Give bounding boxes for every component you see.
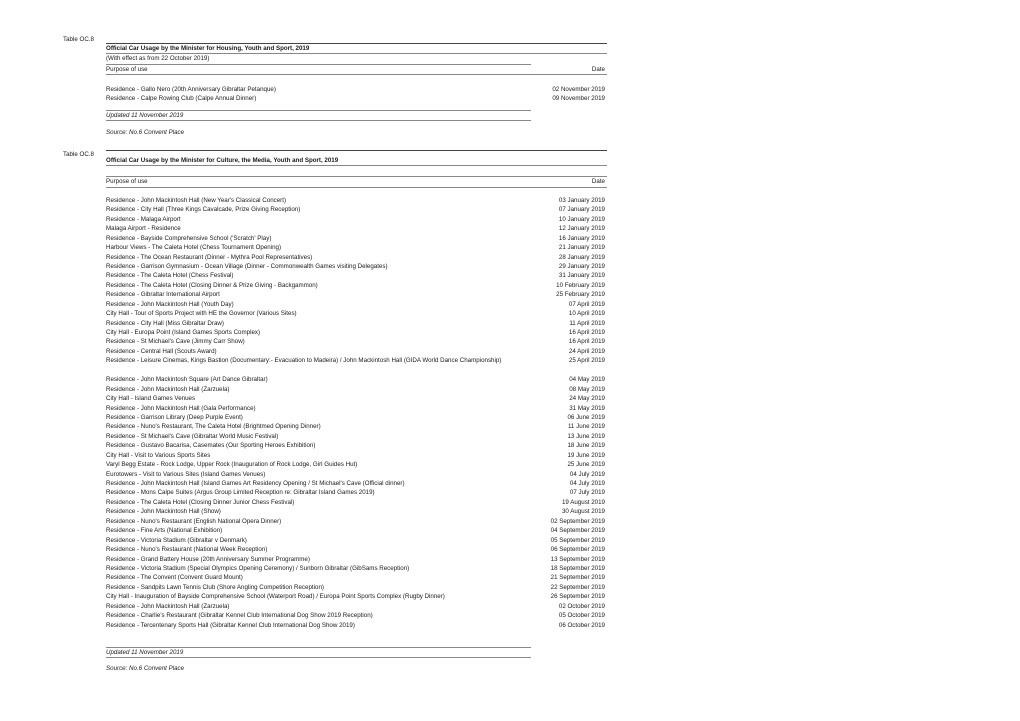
table-housing <box>106 43 607 138</box>
source-note: Source: No.6 Convent Place <box>106 129 185 137</box>
table-row <box>106 517 607 526</box>
purpose-cell: Residence - The Caleta Hotel (Closing Dinner & Prize Giving - Backgammon) <box>106 281 318 289</box>
purpose-cell: Residence - John Mackintosh Hall (Zarzuela) <box>106 385 230 393</box>
purpose-cell: City Hall - Visit to Various Sports Sites <box>106 451 211 459</box>
date-cell: 13 June 2019 <box>567 432 605 440</box>
date-cell: 12 January 2019 <box>558 225 605 233</box>
table-row <box>106 205 607 214</box>
col-date: Date <box>591 178 605 186</box>
table-row <box>106 328 607 337</box>
table-row <box>106 243 607 252</box>
date-cell: 04 September 2019 <box>550 527 605 535</box>
date-cell: 16 April 2019 <box>568 338 605 346</box>
date-cell: 04 July 2019 <box>569 470 605 478</box>
date-cell: 06 September 2019 <box>550 546 605 554</box>
col-purpose: Purpose of use <box>106 65 148 73</box>
purpose-cell: Residence - Charlie's Restaurant (Gibraltar Kennel Club International Dog Show 2019 Reception) <box>106 612 373 620</box>
date-cell: 16 January 2019 <box>558 234 605 242</box>
table-row <box>106 347 607 356</box>
table-row <box>106 498 607 507</box>
date-cell: 06 June 2019 <box>567 413 605 421</box>
date-cell: 02 October 2019 <box>558 602 605 610</box>
table-row <box>106 555 607 564</box>
date-cell: 19 June 2019 <box>567 451 605 459</box>
purpose-cell: Residence - Garrison Library (Deep Purple Event) <box>106 413 243 421</box>
table-culture <box>106 150 607 674</box>
date-cell: 24 May 2019 <box>569 395 605 403</box>
table-row <box>106 413 607 422</box>
purpose-cell: Harbour Views - The Caleta Hotel (Chess Tournament Opening) <box>106 244 282 252</box>
table-row <box>106 488 607 497</box>
table-row <box>106 281 607 290</box>
purpose-cell: Residence - Nuno's Restaurant (English National Opera Dinner) <box>106 517 282 525</box>
table-row <box>106 215 607 224</box>
date-cell: 25 February 2019 <box>556 291 605 299</box>
date-cell: 10 April 2019 <box>568 310 605 318</box>
purpose-cell: Residence - St Michael's Cave (Jimmy Carr Show) <box>106 338 245 346</box>
date-cell: 07 January 2019 <box>558 206 605 214</box>
date-cell: 13 September 2019 <box>550 555 605 563</box>
table-row <box>106 234 607 243</box>
table-row <box>106 290 607 299</box>
purpose-cell: Residence - The Ocean Restaurant (Dinner - Mythra Pool Representatives) <box>106 253 313 261</box>
table-row <box>106 621 607 630</box>
top-rule <box>106 150 607 151</box>
date-cell: 16 April 2019 <box>568 329 605 336</box>
date-cell: 05 October 2019 <box>558 612 605 620</box>
purpose-cell: Malaga Airport - Residence <box>106 225 181 233</box>
date-cell: 31 May 2019 <box>569 404 605 412</box>
purpose-cell: Residence - Central Hall (Scouts Award) <box>106 347 217 355</box>
purpose-cell: Residence - Calpe Rowing Club (Calpe Annual Dinner) <box>106 95 257 103</box>
purpose-cell: Residence - The Convent (Convent Guard Mount) <box>106 574 243 582</box>
purpose-cell: Residence - Gibraltar International Airport <box>106 291 220 299</box>
table-row <box>106 271 607 280</box>
table-row <box>106 470 607 479</box>
table-row <box>106 300 607 309</box>
table-row <box>106 432 607 441</box>
purpose-cell: Varyl Begg Estate - Rock Lodge, Upper Rock (Inauguration of Rock Lodge, Girl Guides Hut) <box>106 461 358 469</box>
table-row <box>106 611 607 620</box>
date-cell: 18 June 2019 <box>567 442 605 450</box>
date-cell: 11 April 2019 <box>569 319 605 327</box>
table-row <box>106 507 607 516</box>
purpose-cell: Residence - Victoria Stadium (Special Olympics Opening Ceremony) / Sunborn Gibraltar (GibSams Reception) <box>106 564 410 572</box>
table-label: Table OC.8 <box>63 151 94 158</box>
table-row <box>106 196 607 205</box>
table-body <box>106 375 607 630</box>
table-row <box>106 262 607 271</box>
date-cell: 25 June 2019 <box>567 461 605 469</box>
date-cell: 29 January 2019 <box>558 262 605 270</box>
table-row <box>106 253 607 262</box>
table-row <box>106 319 607 328</box>
table-row <box>106 404 607 413</box>
date-cell: 21 January 2019 <box>558 244 605 252</box>
purpose-cell: Residence - Leisure Cinemas, Kings Bastion (Documentary:- Evacuation to Madeira) / John Mackintosh Hall (GIDA World Dance Championship) <box>106 357 502 365</box>
purpose-cell: Residence - Tercentenary Sports Hall (Gibraltar Kennel Club International Dog Show 2019) <box>106 621 355 629</box>
date-cell: 06 October 2019 <box>558 621 605 629</box>
table-row <box>106 422 607 431</box>
purpose-cell: Residence - The Caleta Hotel (Chess Festival) <box>106 272 234 280</box>
purpose-cell: Residence - Garrison Gymnasium - Ocean Village (Dinner - Commonwealth Games visiting Delegates) <box>106 262 388 270</box>
purpose-cell: Residence - Gustavo Bacarisa, Casemates (Our Sporting Heroes Exhibition) <box>106 442 316 450</box>
col-date: Date <box>591 65 605 73</box>
col-purpose: Purpose of use <box>106 178 148 186</box>
purpose-cell: City Hall - Europa Point (Island Games Sports Complex) <box>106 329 261 336</box>
date-cell: 26 September 2019 <box>550 593 605 601</box>
date-cell: 07 July 2019 <box>569 489 605 497</box>
table-row <box>106 441 607 450</box>
source-note: Source: No.6 Convent Place <box>106 665 185 673</box>
table-title: Official Car Usage by the Minister for Housing, Youth and Sport, 2019 <box>106 44 607 54</box>
table-row <box>106 394 607 403</box>
table-row <box>106 375 607 384</box>
updated-note: Updated 11 November 2019 <box>106 647 531 658</box>
table-row <box>106 309 607 318</box>
table-row <box>106 94 607 103</box>
table-title: Official Car Usage by the Minister for Culture, the Media, Youth and Sport, 2019 <box>106 156 607 166</box>
table-row <box>106 479 607 488</box>
date-cell: 09 November 2019 <box>552 95 605 103</box>
header-row <box>106 65 607 75</box>
table-row <box>106 526 607 535</box>
purpose-cell: City Hall - Island Games Venues <box>106 395 196 403</box>
table-row <box>106 545 607 554</box>
date-cell: 22 September 2019 <box>550 583 605 591</box>
date-cell: 07 April 2019 <box>568 300 605 308</box>
purpose-cell: Residence - St Michael's Cave (Gibraltar World Music Festival) <box>106 432 279 440</box>
table-row <box>106 385 607 394</box>
date-cell: 04 July 2019 <box>569 480 605 487</box>
purpose-cell: Residence - City Hall (Three Kings Cavalcade, Prize Giving Reception) <box>106 206 301 214</box>
date-cell: 03 January 2019 <box>558 196 605 204</box>
table-body <box>106 85 607 104</box>
table-row <box>106 592 607 601</box>
date-cell: 28 January 2019 <box>558 253 605 261</box>
purpose-cell: Residence - John Mackintosh Hall (New Year's Classical Concert) <box>106 196 287 204</box>
table-row <box>106 337 607 346</box>
purpose-cell: Eurotowers - Visit to Various Sites (Island Games Venues) <box>106 470 266 478</box>
purpose-cell: Residence - John Mackintosh Hall (Gala Performance) <box>106 404 256 412</box>
date-cell: 21 September 2019 <box>550 574 605 582</box>
purpose-cell: Residence - Sandpits Lawn Tennis Club (Shore Angling Competition Reception) <box>106 583 324 591</box>
table-row <box>106 224 607 233</box>
date-cell: 05 September 2019 <box>550 536 605 544</box>
table-row <box>106 460 607 469</box>
purpose-cell: Residence - Nuno's Restaurant, The Caleta Hotel (Brightmed Opening Dinner) <box>106 423 321 431</box>
table-row <box>106 536 607 545</box>
purpose-cell: Residence - Fine Arts (National Exhibition) <box>106 527 223 535</box>
table-row <box>106 602 607 611</box>
purpose-cell: City Hall - Tour of Sports Project with HE the Governor (Various Sites) <box>106 310 297 318</box>
purpose-cell: Residence - The Caleta Hotel (Closing Dinner Junior Chess Festival) <box>106 498 295 506</box>
date-cell: 19 August 2019 <box>561 498 605 506</box>
date-cell: 08 May 2019 <box>569 385 605 393</box>
purpose-cell: Residence - Grand Battery House (20th Anniversary Summer Programme) <box>106 555 310 563</box>
purpose-cell: Residence - John Mackintosh Hall (Island Games Art Residency Opening / St Michael's Cave (Official dinner) <box>106 480 405 487</box>
table-subtitle: (With effect as from 22 October 2019) <box>106 54 531 64</box>
header-row <box>106 176 607 187</box>
purpose-cell: Residence - Nuno's Restaurant (National Week Reception) <box>106 546 268 554</box>
date-cell: 30 August 2019 <box>561 508 605 516</box>
purpose-cell: Residence - City Hall (Miss Gibraltar Draw) <box>106 319 224 327</box>
table-row <box>106 451 607 460</box>
purpose-cell: Residence - Bayside Comprehensive School ('Scratch' Play) <box>106 234 272 242</box>
date-cell: 04 May 2019 <box>569 376 605 384</box>
updated-note: Updated 11 November 2019 <box>106 110 531 121</box>
purpose-cell: Residence - John Mackintosh Hall (Show) <box>106 508 221 516</box>
purpose-cell: City Hall - Inauguration of Bayside Comprehensive School (Waterport Road) / Europa Point Sports Complex (Rugby Dinner) <box>106 593 445 601</box>
date-cell: 10 January 2019 <box>558 215 605 223</box>
purpose-cell: Residence - John Mackintosh Hall (Zarzuela) <box>106 602 230 610</box>
date-cell: 31 January 2019 <box>558 272 605 280</box>
date-cell: 25 April 2019 <box>568 357 605 365</box>
date-cell: 02 September 2019 <box>550 517 605 525</box>
date-cell: 02 November 2019 <box>552 85 605 93</box>
purpose-cell: Residence - John Mackintosh Square (Art Dance Gibraltar) <box>106 376 268 384</box>
date-cell: 18 September 2019 <box>550 564 605 572</box>
date-cell: 10 February 2019 <box>556 281 605 289</box>
date-cell: 11 June 2019 <box>567 423 605 431</box>
table-row <box>106 356 607 365</box>
date-cell: 24 April 2019 <box>568 347 605 355</box>
purpose-cell: Residence - John Mackintosh Hall (Youth Day) <box>106 300 234 308</box>
table-label: Table OC.8 <box>63 36 94 43</box>
purpose-cell: Residence - Malaga Airport <box>106 215 181 223</box>
table-row <box>106 573 607 582</box>
table-row <box>106 564 607 573</box>
table-body <box>106 196 607 366</box>
table-row <box>106 583 607 592</box>
purpose-cell: Residence - Mons Calpe Suites (Argus Group Limited Reception re: Gibraltar Island Games 2019) <box>106 489 375 497</box>
table-row <box>106 85 607 94</box>
purpose-cell: Residence - Gallo Nero (20th Anniversary Gibraltar Petanque) <box>106 85 276 93</box>
purpose-cell: Residence - Victoria Stadium (Gibraltar v Denmark) <box>106 536 247 544</box>
